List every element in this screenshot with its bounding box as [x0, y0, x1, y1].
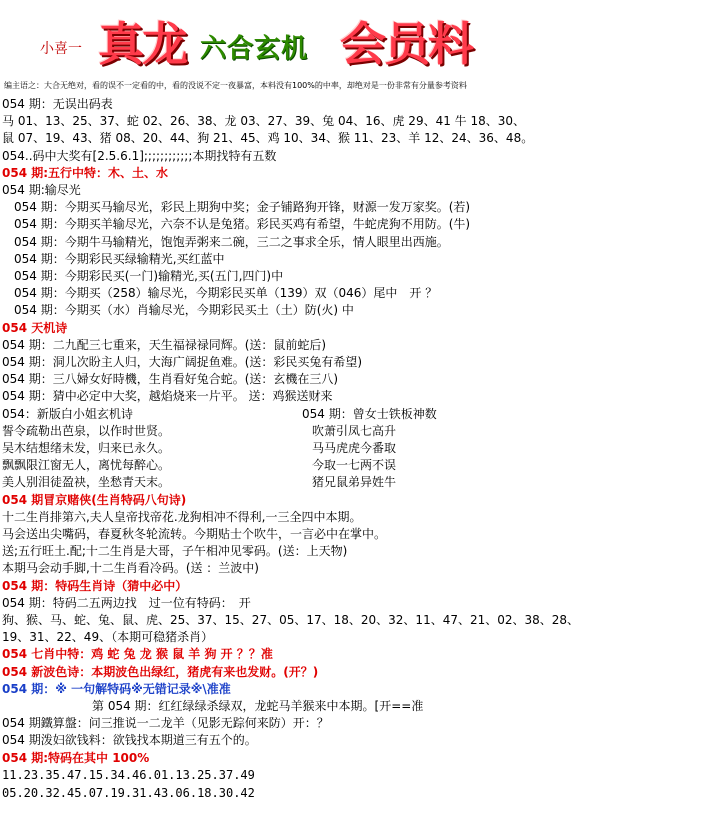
text-line: 054 期：特码二五两边找 过一位有特码： 开 — [2, 596, 251, 610]
text-line: 054 七肖中特：鸡 蛇 兔 龙 猴 鼠 羊 狗 开 ？？准 — [2, 647, 273, 661]
text-line: 狗、猴、马、蛇、兔、鼠、虎、25、37、15、27、05、17、18、20、32、11、47、21、02、38、28、 — [2, 613, 580, 627]
text-line: 054 期：洞儿次盼主人归，大海广阔捉鱼难。(送：彩民买兔有希望) — [2, 355, 363, 369]
text-line: 054 期：今期买马输尽光，彩民上期狗中奖；金子铺路狗开锋，财源一发万家奖。(若) — [14, 200, 471, 214]
text-line: 054 期：今期牛马输精光，饱饱弄粥来二碗，三二之事求全乐，情人眼里出西施。 — [14, 235, 449, 249]
header-title-b: 会员料 — [340, 17, 472, 71]
text-line: 054 期：今期彩民买(一门)输精光,买(五门,四门)中 — [14, 269, 284, 283]
header-small-prefix: 小喜一 — [40, 41, 82, 57]
text-line: 054 新波色诗：本期波色出绿红，猪虎有来也发财。(开？) — [2, 665, 319, 679]
poem-right-title: 054 期：曾女士铁板神数 — [302, 407, 437, 421]
text-line: 马 01、13、25、37、蛇 02、26、38、龙 03、27、39、兔 04、16、虎 29、41 牛 18、30、 — [2, 114, 526, 128]
text-line: 鼠 07、19、43、猪 08、20、44、狗 21、45、鸡 10、34、猴 11、23、羊 12、24、36、48。 — [2, 131, 534, 145]
header-title-a: 真龙 — [98, 17, 186, 71]
text-line: 本期马会动手脚,十二生肖看冷码。(送 ：兰波中) — [2, 561, 259, 575]
text-line: 马会送出尖嘴码，春夏秋冬轮流转。今期贴士个吹牛，一言必中在掌中。 — [2, 527, 387, 541]
text-line: 054 期:五行中特：木、土、水 — [2, 166, 169, 180]
poem-left-line: 美人别泪徒盈袂，坐愁青天末。 — [2, 475, 171, 489]
text-line: 送;五行旺土.配;十二生肖是大哥，子午相冲见零码。(送：上天物) — [2, 544, 348, 558]
header-banner — [0, 0, 720, 72]
text-line: 11.23.35.47.15.34.46.01.13.25.37.49 — [2, 768, 255, 782]
text-line: 054 期：二九配三七重来，天生福禄禄同辉。(送：鼠前蛇后) — [2, 338, 327, 352]
poem-right-line: 马马虎虎今番取 — [312, 441, 397, 455]
text-line: 第 054 期：红红绿绿杀绿双，龙蛇马羊猴来中本期。[开==准 — [92, 699, 424, 713]
text-line: 054 期冒京赌侠(生肖特码八句诗) — [2, 493, 187, 507]
text-line: 054 期:输尽光 — [2, 183, 81, 197]
poem-right-line: 猪兄鼠弟异姓牛 — [312, 475, 397, 489]
poem-right-line: 今取一七两不误 — [312, 458, 397, 472]
text-line: 054 期泼妇欲钱料：欲钱找本期道三有五个的。 — [2, 733, 257, 747]
text-line: 054 期：※ 一句解特码※无错记录※\准准 — [2, 682, 231, 696]
text-line: 054 期:特码在其中 100% — [2, 751, 150, 765]
text-line: 054 期：今期彩民买绿输精光,买红蓝中 — [14, 252, 225, 266]
text-line: 054 期：三八婦女好時機，生肖看好兔合蛇。(送：玄機在三八) — [2, 372, 339, 386]
disclaimer: 编主语之：大合无绝对，看的误不一定看的中，看的没说不定一夜暴富，本料没有100%的中率，却绝对是一份非常有分量参考资料 — [4, 81, 467, 90]
text-line: 054..码中大奖有[2.5.6.1];;;;;;;;;;;;本期找特有五数 — [2, 149, 277, 163]
text-line: 054 期：无误出码表 — [2, 97, 113, 111]
poem-right-line: 吹萧引凤七高升 — [312, 424, 397, 438]
header-title-mid: 六合玄机 — [200, 34, 309, 64]
text-line: 十二生肖排第六,夫人皇帝找帝花.龙狗相冲不得利,一三全四中本期。 — [2, 510, 362, 524]
text-line: 054 期：特码生肖诗（猜中必中） — [2, 579, 188, 593]
poem-left-title: 054：新版白小姐玄机诗 — [2, 407, 133, 421]
text-line: 054 天机诗 — [2, 321, 68, 335]
text-line: 054 期：今期买羊输尽光，六奈不认是兔猪。彩民买鸡有希望，牛蛇虎狗不用防。(牛) — [14, 217, 471, 231]
text-line: 054 期：猜中必定中大奖，越焰烧来一片平。 送：鸡猴送财来 — [2, 389, 333, 403]
text-line: 05.20.32.45.07.19.31.43.06.18.30.42 — [2, 786, 255, 800]
poem-left-line: 吴木结想绪未发，归来已永久。 — [2, 441, 171, 455]
poem-left-line: 誓令疏勒出芭泉，以作时世贤。 — [2, 424, 171, 438]
text-line: 19、31、22、49、（本期可稳猪杀肖） — [2, 630, 214, 644]
text-line: 054 期：今期买（水）肖输尽光，今期彩民买土（土）防(火) 中 — [14, 303, 354, 317]
text-line: 054 期鐵算盤：问三推说一二龙羊（见影无踪何来防）开：？ — [2, 716, 329, 730]
poem-left-line: 飘飘限江窗无人，离忧每醉心。 — [2, 458, 171, 472]
text-line: 054 期：今期买（258）输尽光，今期彩民买单（139）双（046）尾中 开 ？ — [14, 286, 438, 300]
